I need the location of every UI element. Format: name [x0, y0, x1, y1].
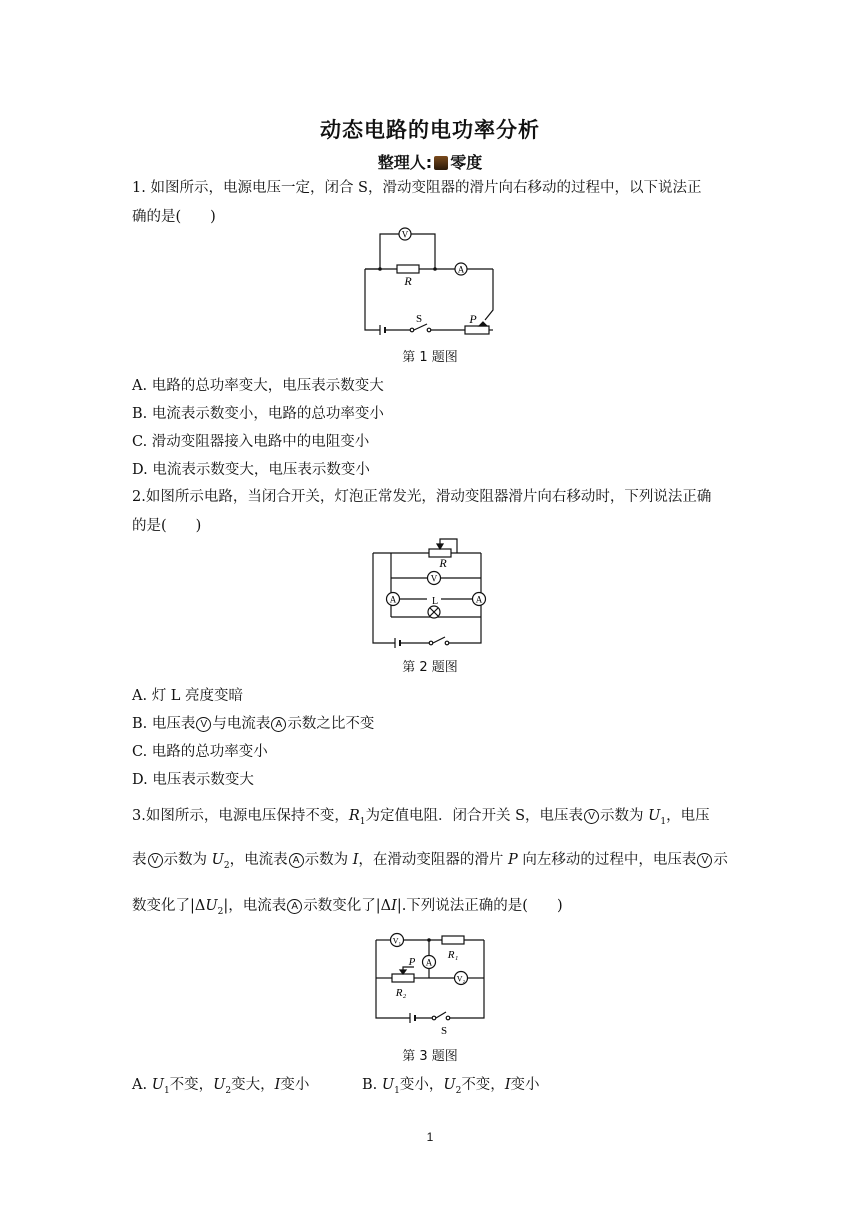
q3-text: 示 [713, 852, 728, 868]
q2-stem-line1: 2.如图所示电路，当闭合开关，灯泡正常发光，滑动变阻器滑片向右移动时，下列说法正确 [132, 489, 712, 505]
q3-ammeter-label: A [425, 957, 433, 968]
q3-optb-text: 不变， [461, 1077, 505, 1093]
q1-stem-line2: 确的是( ) [132, 209, 216, 225]
q2-optb-mid: 与电流表 [212, 716, 271, 732]
q1-option-a: A. 电路的总功率变大，电压表示数变大 [132, 378, 384, 394]
q3-text: ，在滑动变阻器的滑片 [358, 852, 509, 868]
q3-p: P [508, 852, 518, 868]
q3-text: |.下列说法正确的是( ) [396, 898, 563, 914]
q3-sub: 1 [163, 1085, 170, 1096]
q1-voltmeter-label: V [401, 229, 409, 240]
voltmeter2-icon: V [148, 853, 163, 868]
q3-optb-i: I [504, 1077, 511, 1093]
q2-ammeter1-label: A [389, 594, 397, 605]
q1-option-c: C. 滑动变阻器接入电路中的电阻变小 [132, 434, 370, 450]
ammeter-icon: A [271, 717, 286, 732]
q3-i: I [352, 852, 359, 868]
q3-text: 示数变化了|Δ [303, 898, 392, 914]
q3-u2: U [211, 852, 224, 868]
voltmeter-icon: V [196, 717, 211, 732]
q2-circuit-svg [365, 533, 495, 651]
q1-slider-label: P [469, 312, 477, 326]
q1-circuit-svg [355, 222, 505, 342]
q3-p-label: P [408, 956, 416, 968]
q3-sub: 1 [359, 816, 366, 827]
q2-optb-post: 示数之比不变 [287, 716, 375, 732]
q3-sub: 2 [225, 1085, 232, 1096]
q3-text: 示数为 [304, 852, 353, 868]
page-number: 1 [426, 1130, 434, 1144]
q3-u1: U [648, 808, 661, 824]
q3-optb-u1: U [381, 1077, 395, 1093]
q3-sub: 1 [394, 1085, 400, 1096]
q3-text: ，电流表 [229, 852, 288, 868]
q3-opta-text: 不变， [169, 1077, 214, 1093]
q2-ammeter2-label: A [475, 594, 483, 605]
q2-option-d: D. 电压表示数变大 [132, 772, 254, 788]
q2-option-a: A. 灯 L 亮度变暗 [132, 688, 244, 704]
q3-text: 示数为 [600, 808, 649, 824]
ammeter-icon: A [287, 899, 302, 914]
q3-opta-text: 变大， [231, 1077, 275, 1093]
q3-stem-line2 [132, 850, 732, 876]
q3-r1-label: R₁ [447, 949, 459, 961]
q3-optb-text: 变小， [399, 1077, 444, 1093]
q2-caption: 第 2 题图 [402, 660, 458, 675]
q2-optb-pre: B. 电压表 [132, 716, 196, 732]
q3-r2-label: R₂ [395, 987, 407, 999]
q3-opta-text: 变小 [280, 1077, 310, 1093]
q1-option-d: D. 电流表示数变大，电压表示数变小 [132, 462, 370, 478]
q3-text: 示数为 [163, 852, 212, 868]
q3-optb-pre: B. [362, 1077, 382, 1093]
q3-stem-line3 [132, 896, 732, 922]
q2-option-b [132, 712, 374, 733]
q3-u2: U [205, 898, 218, 914]
compiler-name: 零度 [450, 153, 483, 172]
q3-option-b [362, 1073, 540, 1096]
q3-optb-u2: U [443, 1077, 456, 1093]
q3-option-a [132, 1073, 309, 1096]
q3-opta-pre: A. [132, 1077, 152, 1093]
q3-stem-line1 [132, 806, 732, 832]
q3-text: 数变化了|Δ [132, 898, 206, 914]
q3-v2-label: V₂ [456, 974, 466, 984]
q3-sub: 2 [223, 860, 230, 871]
q2-voltmeter-label: V [430, 573, 438, 584]
q3-text: 3.如图所示，电源电压保持不变， [132, 808, 349, 824]
q3-text: |，电流表 [223, 898, 287, 914]
q3-sub: 1 [660, 816, 667, 827]
q1-stem-line1: 1. 如图所示，电源电压一定，闭合 S，滑动变阻器的滑片向右移动的过程中，以下说法正 [132, 180, 702, 196]
compiler-logo-icon [434, 156, 448, 170]
compiler-line [0, 150, 860, 173]
q3-opta-i: I [274, 1077, 281, 1093]
q3-sub: 2 [455, 1085, 462, 1096]
q1-resistor-label: R [404, 274, 412, 288]
voltmeter1-icon: V [584, 809, 599, 824]
q2-option-c: C. 电路的总功率变小 [132, 744, 268, 760]
page-title: 动态电路的电功率分析 [320, 118, 540, 142]
q3-text: 表 [132, 852, 147, 868]
voltmeter2-icon: V [697, 853, 712, 868]
compiler-prefix: 整理人: [377, 153, 433, 172]
q3-caption: 第 3 题图 [402, 1049, 458, 1064]
q3-text: 为定值电阻．闭合开关 S，电压表 [365, 808, 584, 824]
q2-resistor-label: R [439, 556, 447, 570]
q3-opta-u1: U [151, 1077, 164, 1093]
q1-caption: 第 1 题图 [402, 350, 458, 365]
q3-optb-text: 变小 [510, 1077, 540, 1093]
q3-circuit-svg [370, 930, 492, 1038]
q2-stem-line2: 的是( ) [132, 518, 202, 534]
q3-switch-label: S [440, 1025, 448, 1037]
q3-i: I [391, 898, 397, 914]
q3-text: 向左移动的过程中，电压表 [517, 852, 697, 868]
q1-ammeter-label: A [457, 264, 465, 275]
ammeter-icon: A [289, 853, 304, 868]
q3-r1: R [348, 808, 360, 824]
q1-option-b: B. 电流表示数变小，电路的总功率变小 [132, 406, 384, 422]
q3-v1-label: V₁ [392, 936, 402, 946]
q3-sub: 2 [217, 906, 224, 917]
q3-opta-u2: U [213, 1077, 226, 1093]
q2-lamp-label: L [431, 596, 439, 607]
q3-text: ，电压 [666, 808, 710, 824]
q1-switch-label: S [415, 313, 423, 325]
